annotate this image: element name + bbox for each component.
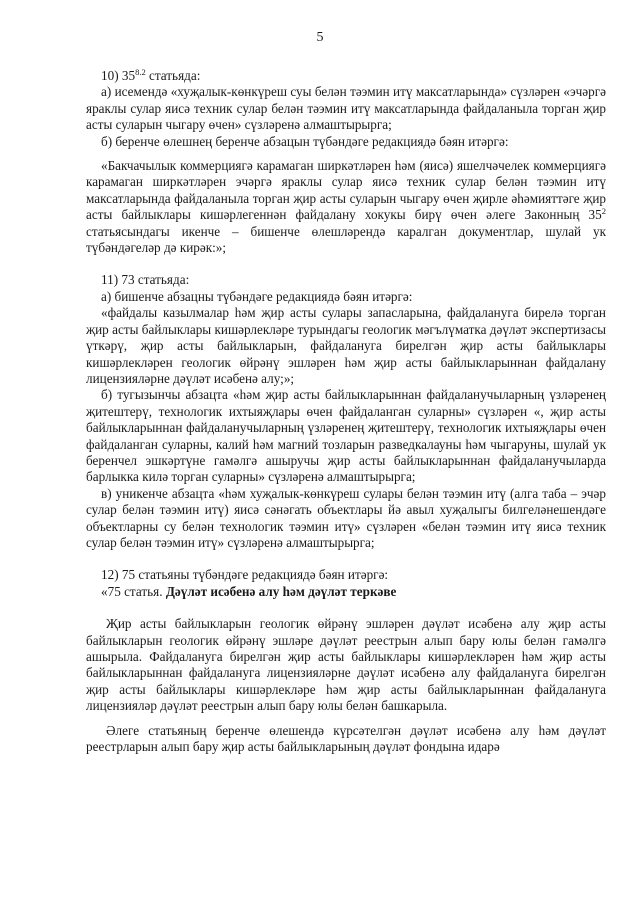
- item-11-c: в) уникенче абзацта «һәм хуҗалык-көнкүреш сулары белән тәэмин итү (алга таба – эчәр сулар белән тәэмин итү) яисә сәнәгать объектлары йә авыл хуҗалыгы билгеләнешендәге объектларны су белән технологик тәэмин итү» сүзләрен «белән тәэмин итү яисә техник сулар белән тәэмин итү» сүзләренә алмаштырырга;: [86, 485, 606, 550]
- article-paragraph-1: Җир асты байлыкларын геологик өйрәнү эшләрен дәүләт исәбенә алу җир асты байлыкларын геологик өйрәнү эшләре дәүләт реестрын алып бару юлы белән гамәлгә ашырыла. Файдалануга бирелгән җир асты байлыклары кишәрлекләрен һәм җир асты байлыкларыннан файдалануга лицензияләрне дәүләт исәбенә алу файдалануга бирелгән җир асты байлыклары кишәрлекләре һәм җир асты байлыкларыннан файдалануга лицензияләр дәүләт реестрын алып бару юлы белән башкарыла.: [86, 616, 606, 714]
- page-number: 5: [316, 30, 324, 45]
- item-11-a-heading: а) бишенче абзацны түбәндәге редакциядә бәян итәргә:: [101, 288, 413, 304]
- item-10-heading: [86, 68, 606, 84]
- item-11-b: б) тугызынчы абзацта «һәм җир асты байлыкларыннан файдаланучыларның үзләренең җитештерү, технологик ихтыяҗлары өчен файдаланган суларны» сүзләрен «, җир асты байлыкларыннан файдаланучыларның үзләренең җитештерү, технологик ихтыяҗлары өчен файдаланган суларны, калий һәм магний тозларын разведкалауны һәм чыгаруны, шулай ук беренчел эшкәртүне гамәлгә ашыручы җир асты байлыкларыннан файдаланучыларда барлыкка килә торган суларны» сүзләренә алмаштырырга;: [86, 387, 606, 485]
- item-10-quote-text: «Бакчачылык коммерциягә карамаган ширкәтләрен һәм (яисә) яшелчәчелек коммерциягә карамаган ширкәтләрен эчәргә яраклы сулар яисә техник сулар белән тәэмин итү максатларында файдаланыла торган җир асты суларын чыгару өчен җирле әһәмияттәге җир асты байлыклары кишәрлегеннән файдалану хокукы бирү өчен әлеге Законның 35: [86, 158, 606, 223]
- article-paragraph-2: Әлеге статьяның беренче өлешендә күрсәтелгән дәүләт исәбенә алу һәм дәүләт реестрларын алып бару җир асты байлыкларының дәүләт фондына идарә: [86, 722, 606, 755]
- item-12-heading: 12) 75 статьяны түбәндәге редакциядә бәян итәргә:: [101, 567, 389, 583]
- item-10-quote-suffix: статьясындагы икенче – бишенче өлешләрендә каралган документлар, шулай ук түбәндәгеләр дә кирәк:»;: [86, 223, 606, 256]
- item-10-heading-sup: 8.2: [135, 67, 146, 77]
- item-10-quote: [86, 158, 606, 256]
- article-title: Дәүләт исәбенә алу һәм дәүләт теркәве: [165, 583, 397, 599]
- item-10-a: а) исемендә «хуҗалык-көнкүреш суы белән тәэмин итү максатларында» сүзләрен «эчәргә яраклы сулар яисә техник сулар белән тәэмин итү максатларында файдаланыла торган җир асты суларын чыгару өчен» сүзләренә алмаштырырга;: [86, 84, 606, 133]
- item-10-heading-suffix: статьяда:: [145, 68, 201, 83]
- article-prefix: «75 статья.: [101, 583, 166, 599]
- item-11-heading: 11) 73 статьяда:: [101, 272, 190, 288]
- item-10-heading-text: 10) 35: [101, 68, 136, 83]
- item-11-a-quote: «файдалы казылмалар һәм җир асты сулары запасларына, файдалануга бирелә торган җир асты байлыклары кишәрлекләре турындагы геологик мәгълүматка дәүләт экспертизасы үткәрү, җир асты байлыкларын, файдалануга бирелгән җир асты байлыклары кишәрлекләрен геологик өйрәнү эшләрен һәм җир асты байлыкларыннан файдалану лицензияләрне дәүләт исәбенә алу;»;: [86, 305, 606, 386]
- item-10-b: б) беренче өлешнең беренче абзацын түбәндәге редакциядә бәян итәргә:: [101, 133, 509, 149]
- document-body: [86, 68, 606, 755]
- article-heading: [86, 584, 606, 600]
- item-10-quote-sup: 2: [601, 206, 606, 217]
